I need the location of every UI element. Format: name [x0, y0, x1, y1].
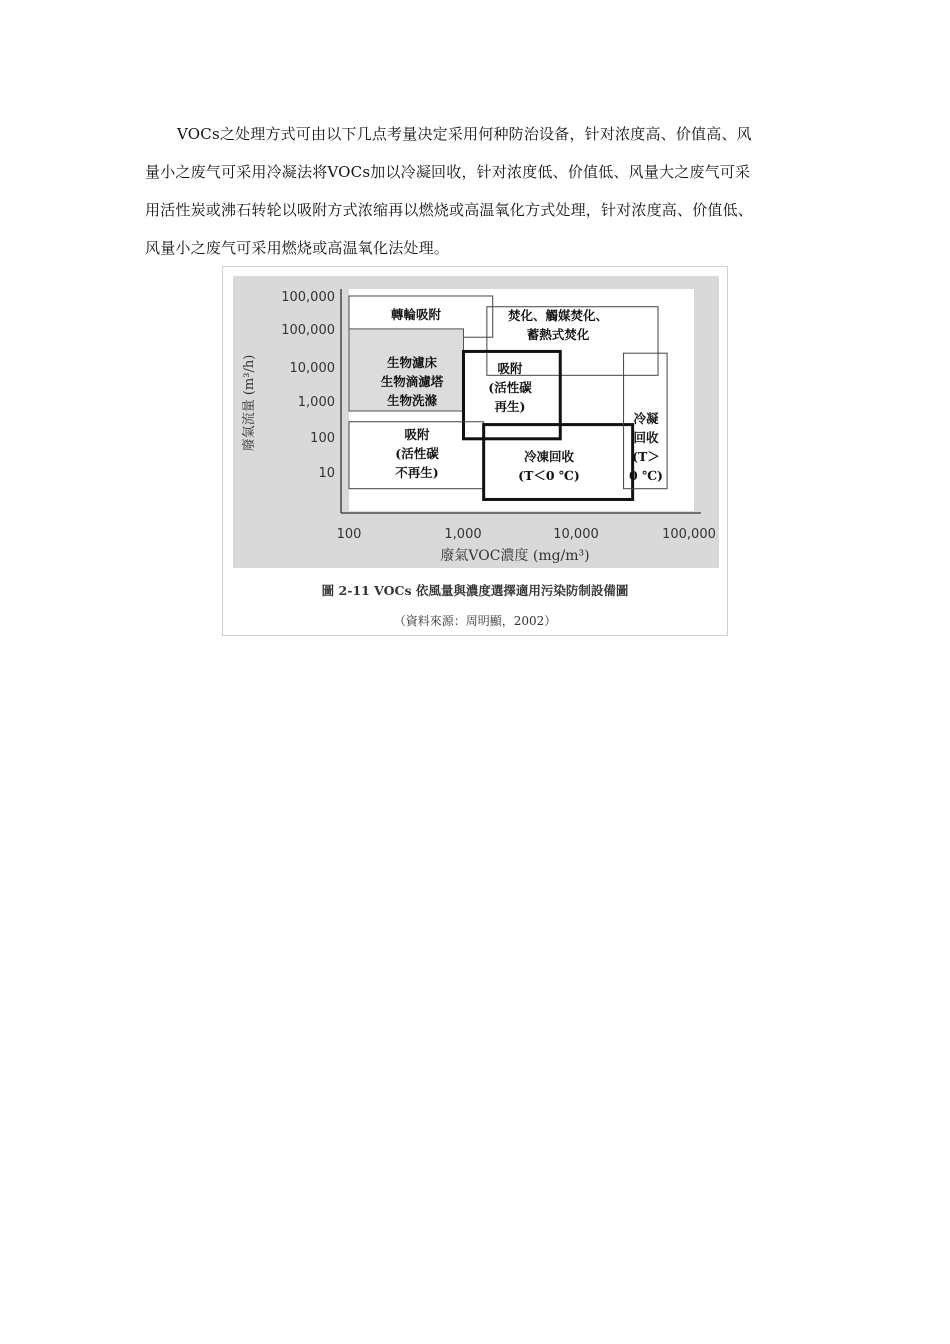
y-tick-label: 100,000	[281, 323, 335, 338]
region-label: (T＞	[632, 449, 660, 464]
x-axis-title: 廢氣VOC濃度 (mg/m³)	[440, 548, 590, 564]
region-label: 不再生)	[395, 465, 439, 480]
y-tick-label: 100	[310, 431, 335, 446]
region-label: (活性碳	[488, 380, 532, 395]
x-tick-label: 100,000	[662, 527, 716, 542]
paragraph-line-3: 用活性炭或沸石转轮以吸附方式浓缩再以燃烧或高温氧化方式处理，针对浓度高、价值低、	[145, 201, 754, 219]
region-label: 回收	[633, 430, 659, 445]
region-label: 生物濾床	[386, 355, 438, 370]
y-axis-title: 廢氣流量 (m³/h)	[242, 354, 257, 452]
region-label: 轉輪吸附	[390, 307, 442, 322]
x-tick-label: 10,000	[553, 527, 599, 542]
figure-image	[222, 266, 728, 636]
figure-caption: 圖 2-11 VOCs 依風量與濃度選擇適用污染防制設備圖	[321, 583, 629, 598]
region-label: 焚化、觸媒焚化、	[507, 308, 609, 323]
region-label: 生物滴濾塔	[380, 374, 444, 389]
y-tick-label: 100,000	[281, 290, 335, 305]
region-label: 蓄熱式焚化	[526, 327, 590, 342]
region-label: (活性碳	[395, 446, 439, 461]
paragraph-line-1: VOCs之处理方式可由以下几点考量决定采用何种防治设备，针对浓度高、价值高、风	[177, 125, 752, 143]
region-label: 0 ℃)	[629, 468, 663, 483]
paragraph-line-4: 风量小之废气可采用燃烧或高温氧化法处理。	[145, 239, 450, 257]
region-label: 冷凝	[633, 411, 659, 426]
paragraph-line-2: 量小之废气可采用冷凝法将VOCs加以冷凝回收，针对浓度低、价值低、风量大之废气可采	[145, 163, 751, 181]
x-tick-label: 100	[336, 527, 362, 542]
y-tick-label: 10	[318, 466, 335, 481]
y-tick-label: 1,000	[297, 395, 335, 410]
region-label: (T＜0 ℃)	[518, 468, 580, 483]
figure-source: （資料來源：周明顯，2002）	[393, 614, 557, 628]
region-label: 吸附	[497, 361, 523, 376]
region-label: 冷凍回收	[523, 449, 575, 464]
y-tick-label: 10,000	[289, 361, 335, 376]
region-label: 生物洗滌	[386, 393, 438, 408]
region-label: 再生)	[494, 399, 526, 414]
x-tick-label: 1,000	[444, 527, 482, 542]
region-label: 吸附	[404, 427, 430, 442]
